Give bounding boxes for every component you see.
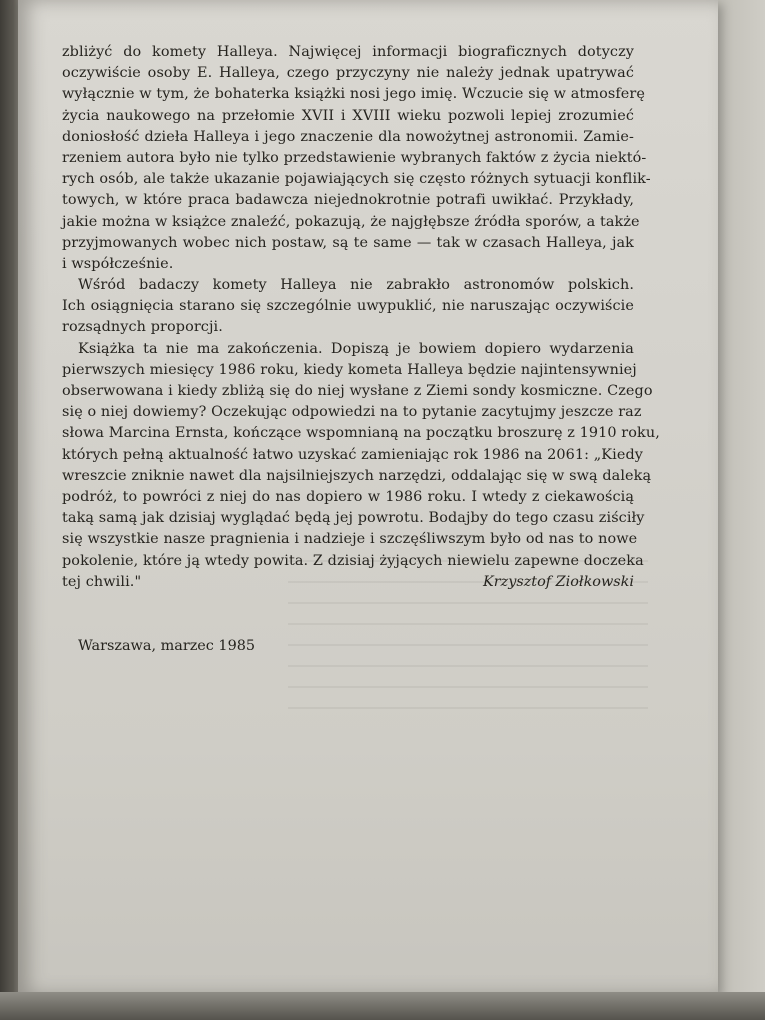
text-line: których pełną aktualność łatwo uzyskać zamieniając rok 1986 na 2061: „Kiedy [62, 446, 643, 463]
text-line: wyłącznie w tym, że bohaterka książki nosi jego imię. Wczucie się w atmosferę [62, 86, 645, 103]
body-text [62, 42, 660, 593]
text-line: taką samą jak dzisiaj wyglądać będą jej powrotu. Bodajby do tego czasu ziściły [62, 510, 645, 527]
page-bottom-shadow [0, 992, 765, 1020]
text-line: rzeniem autora było nie tylko przedstawienie wybranych faktów z życia niektó- [62, 149, 647, 166]
text-line: tej chwili." [62, 573, 142, 590]
text-line: Książka ta nie ma zakończenia. Dopiszą je bowiem dopiero wydarzenia [78, 340, 634, 357]
text-line: zbliżyć do komety Halleya. Najwięcej informacji biograficznych dotyczy [62, 44, 634, 60]
book-page [18, 0, 718, 995]
text-line: Ich osiągnięcia starano się szczególnie uwypuklić, nie naruszając oczywiście [62, 298, 634, 315]
author-signature: Krzysztof Ziołkowski [483, 574, 634, 590]
text-line: życia naukowego na przełomie XVII i XVIII wieku pozwoli lepiej zrozumieć [62, 107, 634, 124]
text-line: pierwszych miesięcy 1986 roku, kiedy kometa Halleya będzie najintensywniej [62, 361, 637, 378]
text-line: podróż, to powróci z niej do nas dopiero w 1986 roku. I wtedy z ciekawością [62, 488, 634, 505]
text-line: doniosłość dzieła Halleya i jego znaczenie dla nowożytnej astronomii. Zamie- [62, 128, 634, 145]
place-date: Warszawa, marzec 1985 [78, 638, 256, 654]
text-line: się wszystkie nasze pragnienia i nadzieje i szczęśliwszym było od nas to nowe [62, 531, 638, 548]
text-line: Wśród badaczy komety Halleya nie zabrakło astronomów polskich. [78, 277, 634, 294]
text-line: towych, w które praca badawcza niejednokrotnie potrafi uwikłać. Przykłady, [62, 192, 634, 209]
text-line: rych osób, ale także ukazanie pojawiających się często różnych sytuacji konflik- [62, 171, 651, 188]
text-line: oczywiście osoby E. Halleya, czego przyczyny nie należy jednak upatrywać [62, 65, 634, 82]
text-line: rozsądnych proporcji. [62, 319, 223, 336]
text-line: obserwowana i kiedy zbliżą się do niej wysłane z Ziemi sondy kosmiczne. Czego [62, 383, 653, 399]
text-line: przyjmowanych wobec nich postaw, są te same — tak w czasach Halleya, jak [62, 234, 634, 251]
text-line: pokolenie, które ją wtedy powita. Z dzisiaj żyjących niewielu zapewne doczeka [62, 552, 644, 569]
text-line: się o niej dowiemy? Oczekując odpowiedzi na to pytanie zacytujmy jeszcze raz [62, 404, 642, 421]
text-line: jakie można w książce znaleźć, pokazują, że najgłębsze źródła sporów, a także [62, 213, 640, 230]
text-line: i współcześnie. [62, 255, 174, 272]
text-line: słowa Marcina Ernsta, kończące wspomnianą na początku broszurę z 1910 roku, [62, 425, 660, 442]
text-line: wreszcie zniknie nawet dla najsilniejszych narzędzi, oddalając się w swą daleką [62, 467, 652, 484]
